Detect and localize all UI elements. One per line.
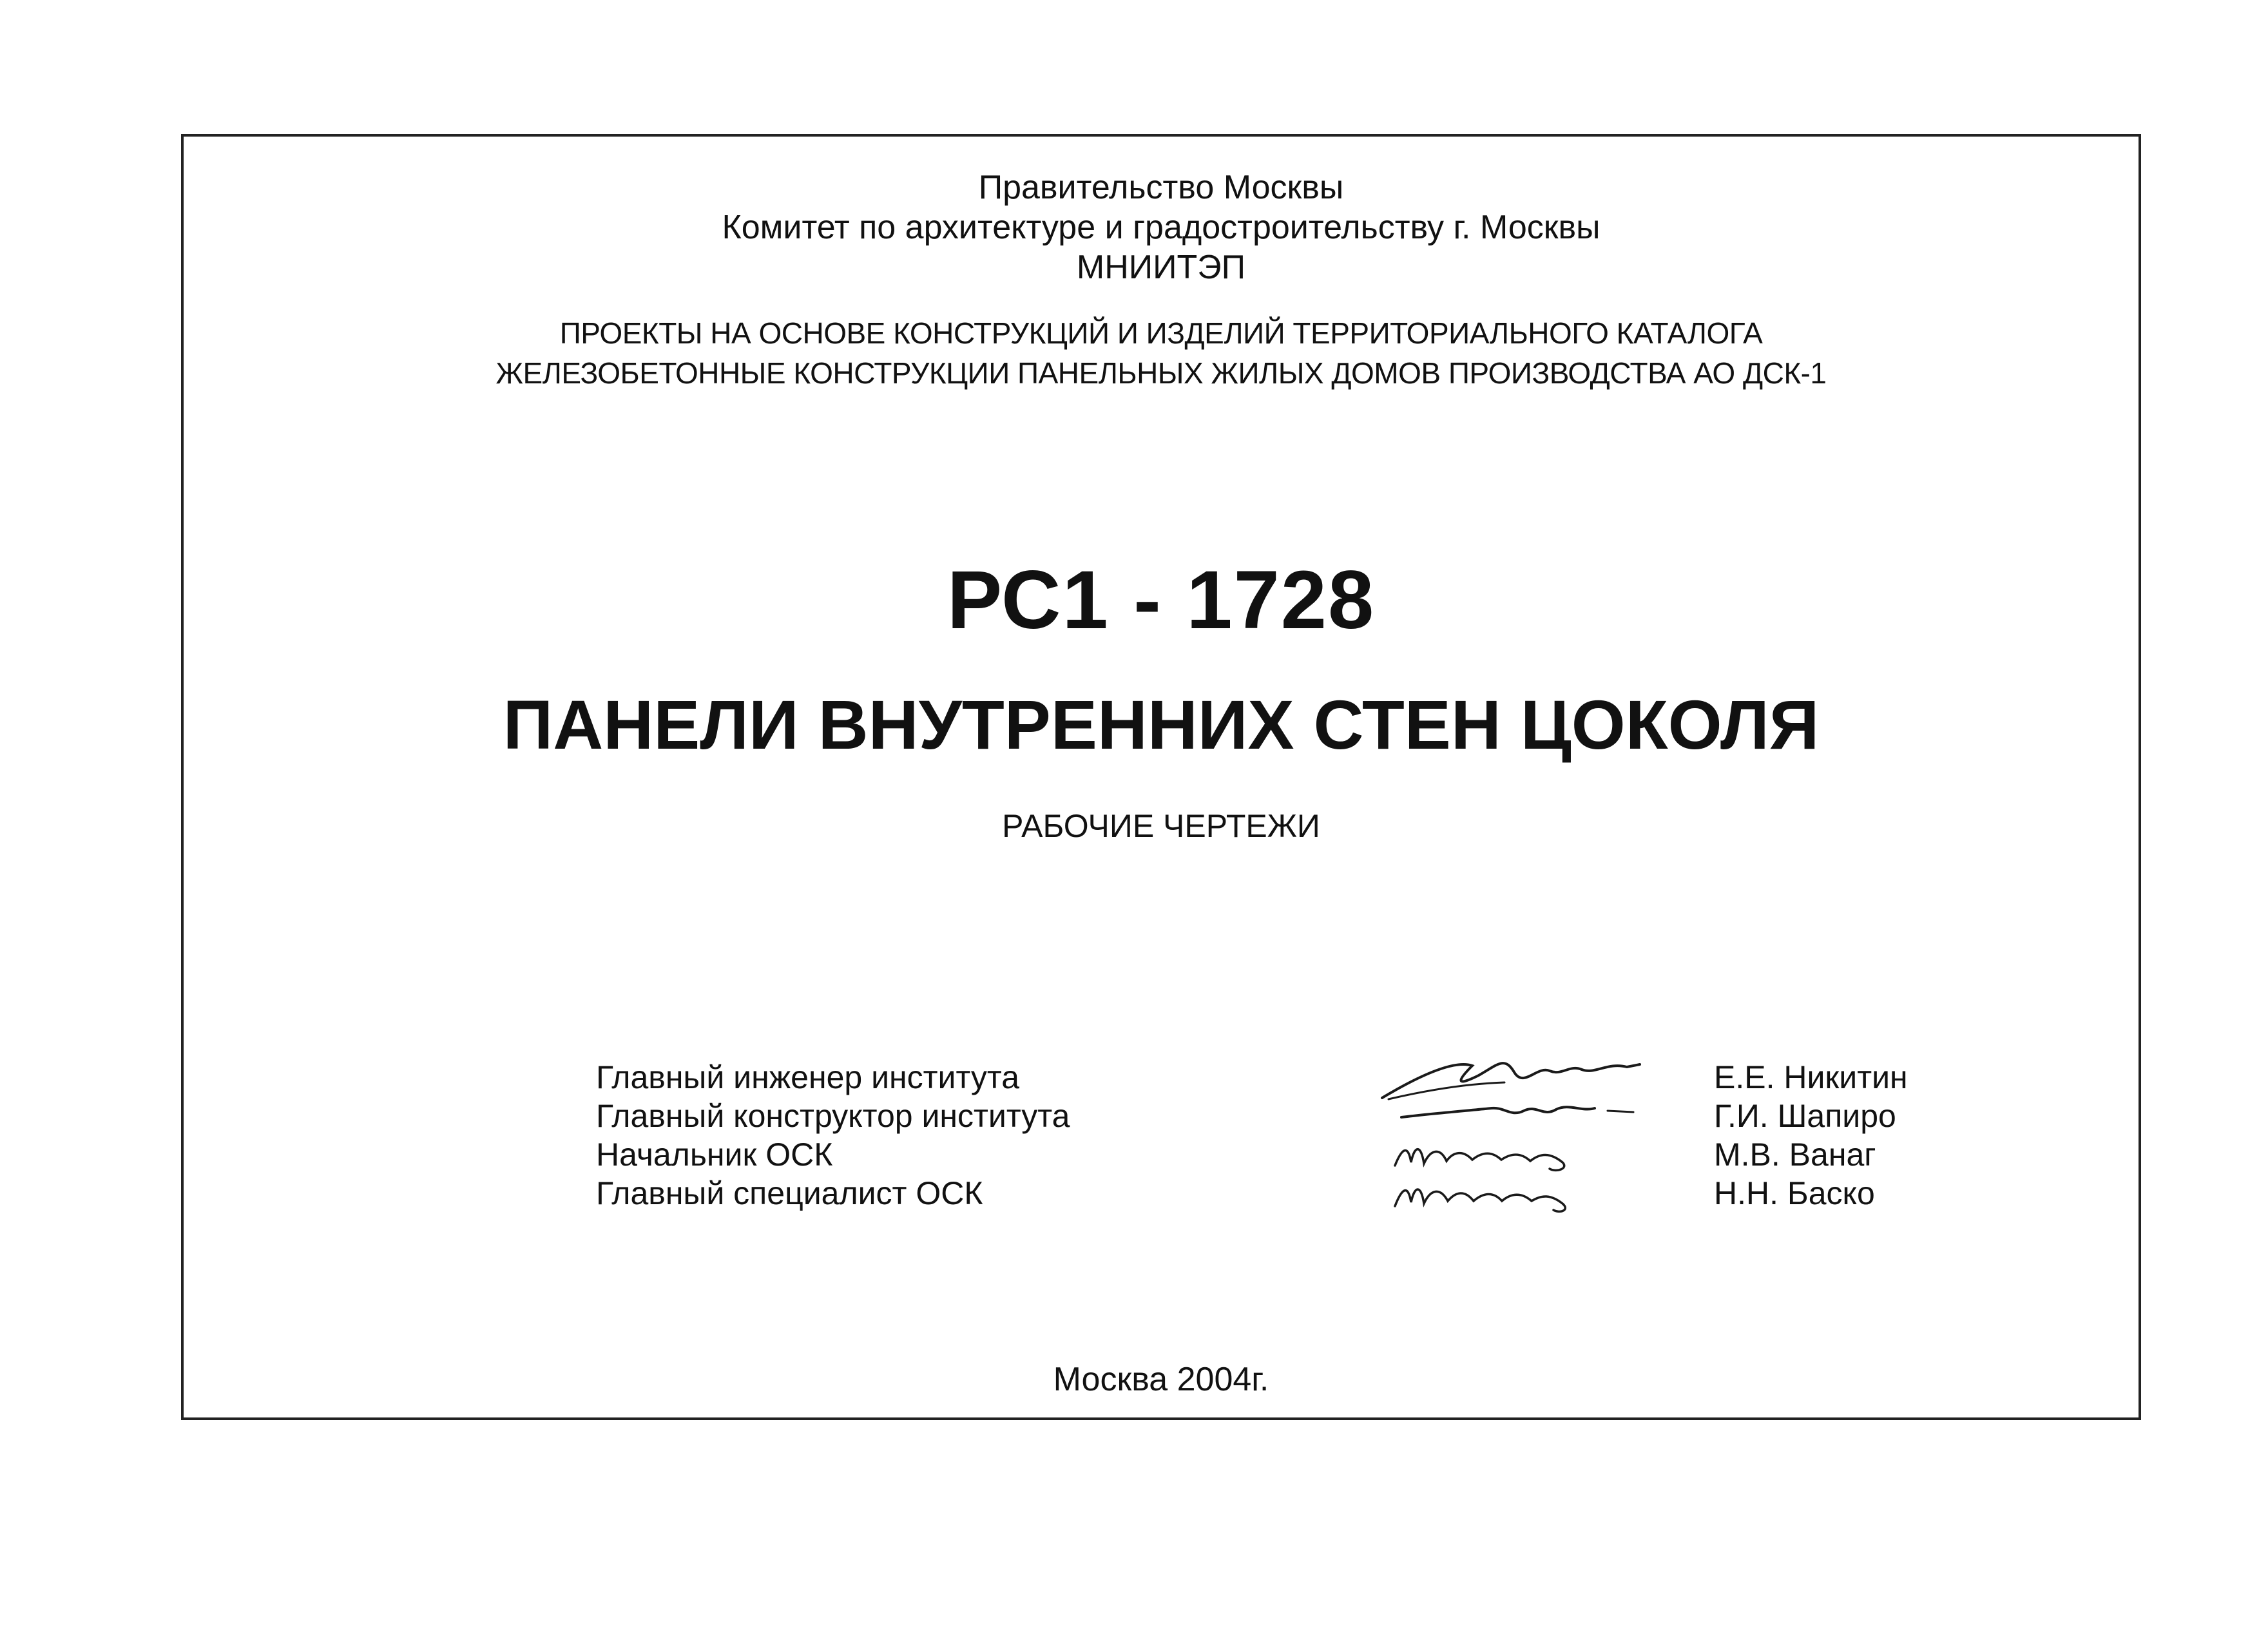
signer-row bbox=[596, 1058, 1908, 1097]
signer-row bbox=[596, 1135, 1885, 1174]
signer-role: Главный инженер института bbox=[596, 1059, 1020, 1095]
signer-role: Главный специалист ОСК bbox=[596, 1175, 983, 1211]
signer-name: М.В. Ванаг bbox=[1714, 1137, 1876, 1173]
signer-name: Е.Е. Никитин bbox=[1714, 1059, 1908, 1095]
signer-row bbox=[596, 1174, 1885, 1213]
government-title: Правительство Москвы bbox=[978, 169, 1344, 206]
signature-image bbox=[1376, 1169, 1653, 1220]
committee-title: Комитет по архитектуре и градостроительству г. Москвы bbox=[722, 209, 1601, 246]
signer-role: Главный конструктор института bbox=[596, 1098, 1070, 1134]
document-subtitle: РАБОЧИЕ ЧЕРТЕЖИ bbox=[1002, 808, 1320, 844]
document-title: ПАНЕЛИ ВНУТРЕННИХ СТЕН ЦОКОЛЯ bbox=[503, 686, 1820, 764]
project-line-2: ЖЕЛЕЗОБЕТОННЫЕ КОНСТРУКЦИИ ПАНЕЛЬНЫХ ЖИЛЫХ ДОМОВ ПРОИЗВОДСТВА АО ДСК-1 bbox=[495, 356, 1827, 390]
title-sheet-frame bbox=[181, 134, 2141, 1420]
signer-name: Н.Н. Баско bbox=[1714, 1175, 1875, 1211]
signer-row bbox=[596, 1097, 1896, 1135]
institute-name: МНИИТЭП bbox=[1076, 249, 1246, 286]
project-line-1: ПРОЕКТЫ НА ОСНОВЕ КОНСТРУКЦИЙ И ИЗДЕЛИЙ ТЕРРИТОРИАЛЬНОГО КАТАЛОГА bbox=[559, 316, 1763, 350]
document-code: РС1 - 1728 bbox=[947, 554, 1376, 646]
signers-block bbox=[596, 1058, 1908, 1213]
signer-name: Г.И. Шапиро bbox=[1714, 1098, 1896, 1134]
signer-role: Начальник ОСК bbox=[596, 1137, 833, 1173]
place-and-year: Москва 2004г. bbox=[1053, 1361, 1269, 1398]
